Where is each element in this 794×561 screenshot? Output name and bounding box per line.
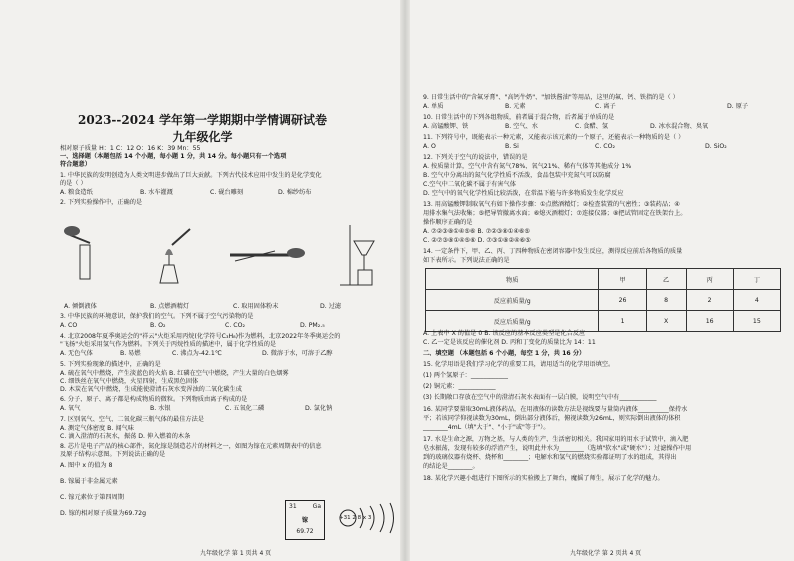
exam-subtitle: 九年级化学	[172, 130, 233, 144]
q2-text: 2. 下列实验操作中，正确的是	[60, 199, 143, 206]
q4-option-a: A. 无色气体	[60, 350, 93, 357]
q4-text-cont: "飞扬"火炬采用氢气作为燃料。下列关于丙烷性质的描述中，属于化学性质的是	[60, 341, 277, 348]
table-cell: 反应前质量/g	[426, 290, 599, 311]
q1-option-b: B. 水车灌溉	[140, 189, 173, 196]
q8-text-cont: 及原子结构示意图。下列说法正确的是	[60, 451, 166, 458]
q10-option-a: A. 高锰酸钾、铁	[423, 123, 469, 130]
filtration-illustration	[340, 225, 374, 285]
q7-text: 7. 区别氧气、空气、二氧化碳三瓶气体的最佳方法是	[60, 416, 204, 423]
q7-options-ab: A. 测定气体密度 B. 闻气味	[60, 425, 134, 432]
q10-option-c: C. 食醋、氢	[575, 123, 609, 130]
page-2	[405, 0, 794, 561]
lab-operation-illustrations	[60, 215, 380, 300]
table-row	[426, 290, 781, 311]
q11-text: 11. 下列符号中，既能表示一种元素，又能表示该元素的一个原子，还能表示一种物质的是（ ）	[423, 134, 685, 141]
q7-options-cd: C. 滴入澄清的石灰水，振荡 D. 伸入燃着的木条	[60, 433, 191, 440]
ga-symbol: Ga	[312, 503, 321, 510]
q14-text: 14. 一定条件下，甲、乙、丙、丁四种物质在密闭容器中发生反应，测得反应前后各物质的质量	[423, 248, 683, 255]
q13-options-ab: A. ⑦②③⑧①④⑤⑥ B. ⑦②③⑧①④⑥⑤	[423, 228, 530, 235]
ga-atom-label: +31 2 8 x 3	[339, 515, 372, 521]
q11-option-d: D. SiO₂	[705, 143, 727, 150]
table-cell: 2	[686, 290, 733, 311]
q10-option-b: B. 空气、水	[505, 123, 538, 130]
table-header-cell: 乙	[646, 269, 686, 290]
q17-text-cont: 皂水振荡，发现有较多的浮渣产生，说明此井水为________（选填"软水"或"硬水"）；过滤操作中用	[423, 445, 692, 452]
q16-text-cont: 平；若该同学仰视读数为30mL，倒出部分液体后，俯视读数为26mL，则实际倒出液体的体积	[423, 415, 681, 422]
ga-mass: 69.72	[296, 528, 314, 535]
q1-option-c: C. 砚台雕刻	[210, 189, 244, 196]
q15-part2: (2) 铜元素：____________	[423, 383, 496, 390]
atomic-mass-line: 相对原子质量 H：1 C：12 O：16 K：39 Mn：55	[60, 145, 201, 152]
table-header-cell: 丙	[686, 269, 733, 290]
table-header-cell: 甲	[599, 269, 646, 290]
table-cell: X	[646, 311, 686, 332]
q13-text-cont: 用排水集气法收集；⑤把导管撤离水面；⑥熄灭酒精灯；⑦连接仪器；⑧把试管固定在铁架台上。	[423, 210, 687, 217]
q2-option-b: B. 点燃酒精灯	[150, 303, 190, 310]
q13-options-cd: C. ②⑦③⑧①④⑤⑥ D. ⑦③①⑧②④⑥⑤	[423, 237, 531, 244]
q4-option-d: D. 微溶于水，可溶于乙醇	[262, 350, 333, 357]
q3-option-b: B. O₂	[150, 322, 166, 329]
q1-option-a: A. 粮食造纸	[60, 189, 93, 196]
q3-option-c: C. CO₂	[225, 322, 245, 329]
q4-option-c: C. 沸点为-42.1℃	[172, 350, 222, 357]
q5-options-ab: A. 硫在氧气中燃烧，产生淡蓝色的火焰 B. 红磷在空气中燃烧，产生大量的白色烟雾	[60, 370, 289, 377]
q6-option-c: C. 五氧化二磷	[225, 405, 265, 412]
mass-data-table	[425, 268, 781, 332]
table-header-cell: 物质	[426, 269, 599, 290]
q17-text-cont3: 的结论是________。	[423, 463, 479, 470]
table-header-cell: 丁	[733, 269, 780, 290]
q9-option-b: B. 元素	[505, 103, 526, 110]
gallium-periodic-cell	[285, 500, 325, 540]
q18-text: 18. 某化学兴趣小组进行下图所示的实验搬上了舞台，魔摇了师生，展示了化学的魅力。	[423, 475, 664, 482]
table-cell: 8	[646, 290, 686, 311]
q14-options-ab: A. 上表中 X 的值是 0 B. 该反应的基本反应类型是化合反应	[423, 330, 586, 337]
q8-option-d: D. 镓的相对原子质量为69.72g	[60, 510, 147, 517]
q9-option-d: D. 原子	[727, 103, 749, 110]
table-cell: 4	[733, 290, 780, 311]
q17-text: 17. 水是生命之源，万物之基，与人类的生产、生活密切相关。我国家用的用水于试管中，滴入肥	[423, 436, 689, 443]
q11-option-c: C. CO₂	[595, 143, 615, 150]
q15-part3: (3) 长期敞口存放在空气中的澄清石灰水表面有一层白膜，说明空气中有____________	[423, 394, 657, 401]
q8-text: 8. 芯片是电子产品的核心部件，氮化镓是制造芯片的材料之一，如图为镓在元素周期表中的信息	[60, 443, 322, 450]
q12-option-c: C.空气中二氧化碳不属于有害气体	[423, 181, 516, 188]
ga-atomic-number: 31	[289, 503, 297, 510]
table-cell: 16	[686, 311, 733, 332]
q6-option-d: D. 氯化钠	[305, 405, 333, 412]
q17-text-cont2: 到的玻璃仪器有烧杯、烧杯和________；电解水和氢气的燃烧实验都证明了水的组成，其得出	[423, 454, 677, 461]
table-cell: 反应后质量/g	[426, 311, 599, 332]
q11-option-a: A. O	[423, 143, 436, 150]
q10-text: 10. 日常生活中的下列各组物质，前者属于混合物，后者属于单质的是	[423, 114, 615, 121]
q15-part1: (1) 两个氢原子：____________	[423, 372, 508, 379]
q2-option-d: D. 过滤	[320, 303, 342, 310]
q6-option-b: B. 水银	[150, 405, 171, 412]
page2-footer: 九年级化学 第 2 页共 4 页	[570, 550, 642, 557]
table-header-row	[426, 269, 781, 290]
q9-text: 9. 日常生活中的"含氟牙膏"、"高钙牛奶"、"加铁酱油"等用品，这里的氟、钙、铁指的是（ ）	[423, 94, 679, 101]
q16-text: 16. 某同学要量取30mL液体药品，在用液体的读数方法是视线要与量筒内液体__________保持水	[423, 406, 688, 413]
q8-option-b: B. 镓属于非金属元素	[60, 478, 118, 485]
q14-options-cd: C. 乙一定是该反应的催化剂 D. 丙和丁变化的质量比为 14：11	[423, 339, 596, 346]
q5-option-c: C. 细铁丝在氧气中燃烧，火星四射，生成黑色固体	[60, 378, 199, 385]
page1-footer: 九年级化学 第 1 页共 4 页	[200, 550, 272, 557]
q12-text: 12. 下列关于空气的说法中，错误的是	[423, 154, 528, 161]
q16-text-cont2: ________4mL（填"大于"、"小于"或"等于"）。	[423, 424, 550, 431]
q1-text-cont: 的是（ ）	[60, 180, 87, 187]
q3-text: 3. 中华民族的环境意识，保护我们的空气。下列不属于空气污染物的是	[60, 313, 254, 320]
q1-text: 1. 中华民族的发明创造为人类文明进步做出了巨大贡献。下列古代技术应用中发生的是化学变化	[60, 172, 322, 179]
section1-heading: 一、选择题（本题包括 14 个小题，每小题 1 分，共 14 分。每小题只有一个选项	[60, 153, 287, 160]
q5-option-d: D. 木炭在氧气中燃烧，生成能使澄清石灰水变浑浊的二氧化碳生成	[60, 386, 242, 393]
q3-option-a: A. CO	[60, 322, 78, 329]
exam-title: 2023--2024 学年第一学期期中学情调研试卷	[78, 113, 327, 127]
table-cell: 1	[599, 311, 646, 332]
pour-liquid-illustration	[64, 226, 90, 279]
table-row	[426, 311, 781, 332]
table-cell: 26	[599, 290, 646, 311]
q12-option-d: D. 空气中的氧气化学性质比较活泼，在常温下能与许多物质发生化学反应	[423, 190, 624, 197]
q9-option-a: A. 单质	[423, 103, 444, 110]
section2-heading: 二、填空题 （本题包括 6 个小题，每空 1 分，共 16 分）	[423, 350, 586, 357]
q6-option-a: A. 氧气	[60, 405, 81, 412]
q3-option-d: D. PM₂.₅	[300, 322, 325, 329]
q12-option-a: A. 按质量计算，空气中含有氮气78%、氧气21%、稀有气体等其他成分 1%	[423, 163, 632, 170]
q4-text: 4. 北京2008年夏季奥运会的"祥云"火炬采用丙烷(化学符号C₃H₈)作为燃料，北京2022年冬季奥运会的	[60, 333, 341, 340]
q8-option-a: A. 图中 x 的值为 8	[60, 462, 113, 469]
q8-option-c: C. 镓元素位于第四周期	[60, 494, 124, 501]
section1-heading-cont: 符合题意）	[60, 161, 91, 168]
q6-text: 6. 分子、原子、离子都是构成物质的微粒。下列物质由离子构成的是	[60, 396, 248, 403]
q1-option-d: D. 棉纱纺布	[278, 189, 312, 196]
q13-text-cont2: 操作顺序正确的是	[423, 219, 473, 226]
q5-text: 5. 下列实验现象的描述中，正确的是	[60, 361, 161, 368]
alcohol-lamp-illustration	[160, 229, 190, 283]
q4-option-b: B. 易燃	[120, 350, 141, 357]
q12-option-b: B. 空气中分离出的氮气化学性质不活泼，食品包装中充氮气可以防腐	[423, 172, 611, 179]
q15-text: 15. 化学用语是我们学习化学的重要工具，请用适当的化学用语填空。	[423, 361, 615, 368]
table-cell: 15	[733, 311, 780, 332]
q10-option-d: D. 冰水混合物、臭氧	[650, 123, 709, 130]
q13-text: 13. 用高锰酸钾制取氧气有如下操作步骤：①点燃酒精灯；②检查装置的气密性；③装药品；④	[423, 201, 680, 208]
q2-option-c: C. 取用固体粉末	[233, 303, 279, 310]
q11-option-b: B. Si	[505, 143, 519, 150]
q14-text-cont: 如下表所示。下列说法正确的是	[423, 257, 510, 264]
q2-option-a: A. 倾倒液体	[64, 303, 97, 310]
solid-powder-illustration	[230, 248, 305, 261]
q9-option-c: C. 离子	[595, 103, 616, 110]
ga-name: 镓	[301, 517, 308, 524]
